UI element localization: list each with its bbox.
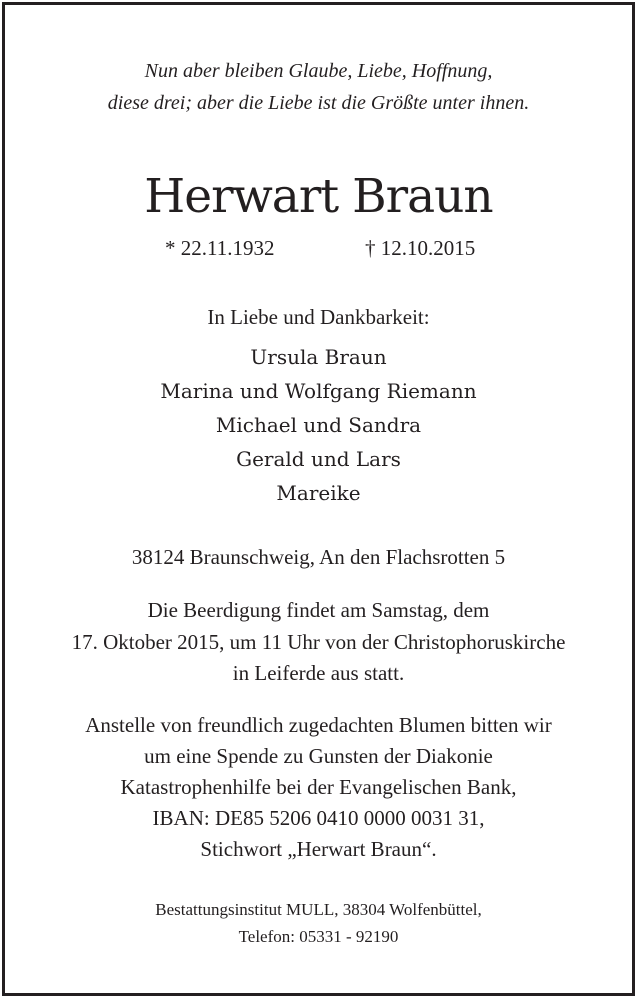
mourner-name: Gerald und Lars bbox=[236, 447, 401, 471]
donation-notice-line: Anstelle von freundlich zugedachten Blumen bitten wir bbox=[85, 713, 552, 737]
funeral-notice-line: Die Beerdigung findet am Samstag, dem bbox=[147, 598, 490, 622]
deceased-name: Herwart Braun bbox=[144, 169, 493, 224]
donation-keyword: Stichwort „Herwart Braun“. bbox=[200, 837, 437, 861]
mourner-name: Mareike bbox=[276, 481, 361, 505]
funeral-notice-line: in Leiferde aus statt. bbox=[232, 661, 405, 685]
bible-verse-line-2: diese drei; aber die Liebe ist die Größte unter ihnen. bbox=[107, 92, 530, 114]
undertaker-phone: Telefon: 05331 - 92190 bbox=[238, 927, 399, 946]
donation-notice-line: um eine Spende zu Gunsten der Diakonie bbox=[144, 744, 493, 768]
family-address: 38124 Braunschweig, An den Flachsrotten 5 bbox=[131, 545, 506, 569]
donation-iban: IBAN: DE85 5206 0410 0000 0031 31, bbox=[152, 806, 485, 830]
mourners-intro: In Liebe und Dankbarkeit: bbox=[207, 305, 430, 329]
bible-verse-line-1: Nun aber bleiben Glaube, Liebe, Hoffnung, bbox=[144, 60, 493, 82]
mourner-name: Marina und Wolfgang Riemann bbox=[160, 379, 477, 403]
donation-notice-line: Katastrophenhilfe bei der Evangelischen Bank, bbox=[120, 775, 517, 799]
mourner-name: Michael und Sandra bbox=[215, 413, 422, 437]
mourner-name: Ursula Braun bbox=[250, 345, 387, 369]
undertaker-name-address: Bestattungsinstitut MULL, 38304 Wolfenbüttel, bbox=[155, 900, 482, 919]
funeral-notice-line: 17. Oktober 2015, um 11 Uhr von der Christophoruskirche bbox=[71, 630, 566, 654]
life-dates bbox=[5, 236, 632, 262]
obituary-frame bbox=[2, 2, 635, 996]
death-date: † 12.10.2015 bbox=[365, 236, 476, 260]
birth-date: * 22.11.1932 bbox=[165, 236, 275, 260]
